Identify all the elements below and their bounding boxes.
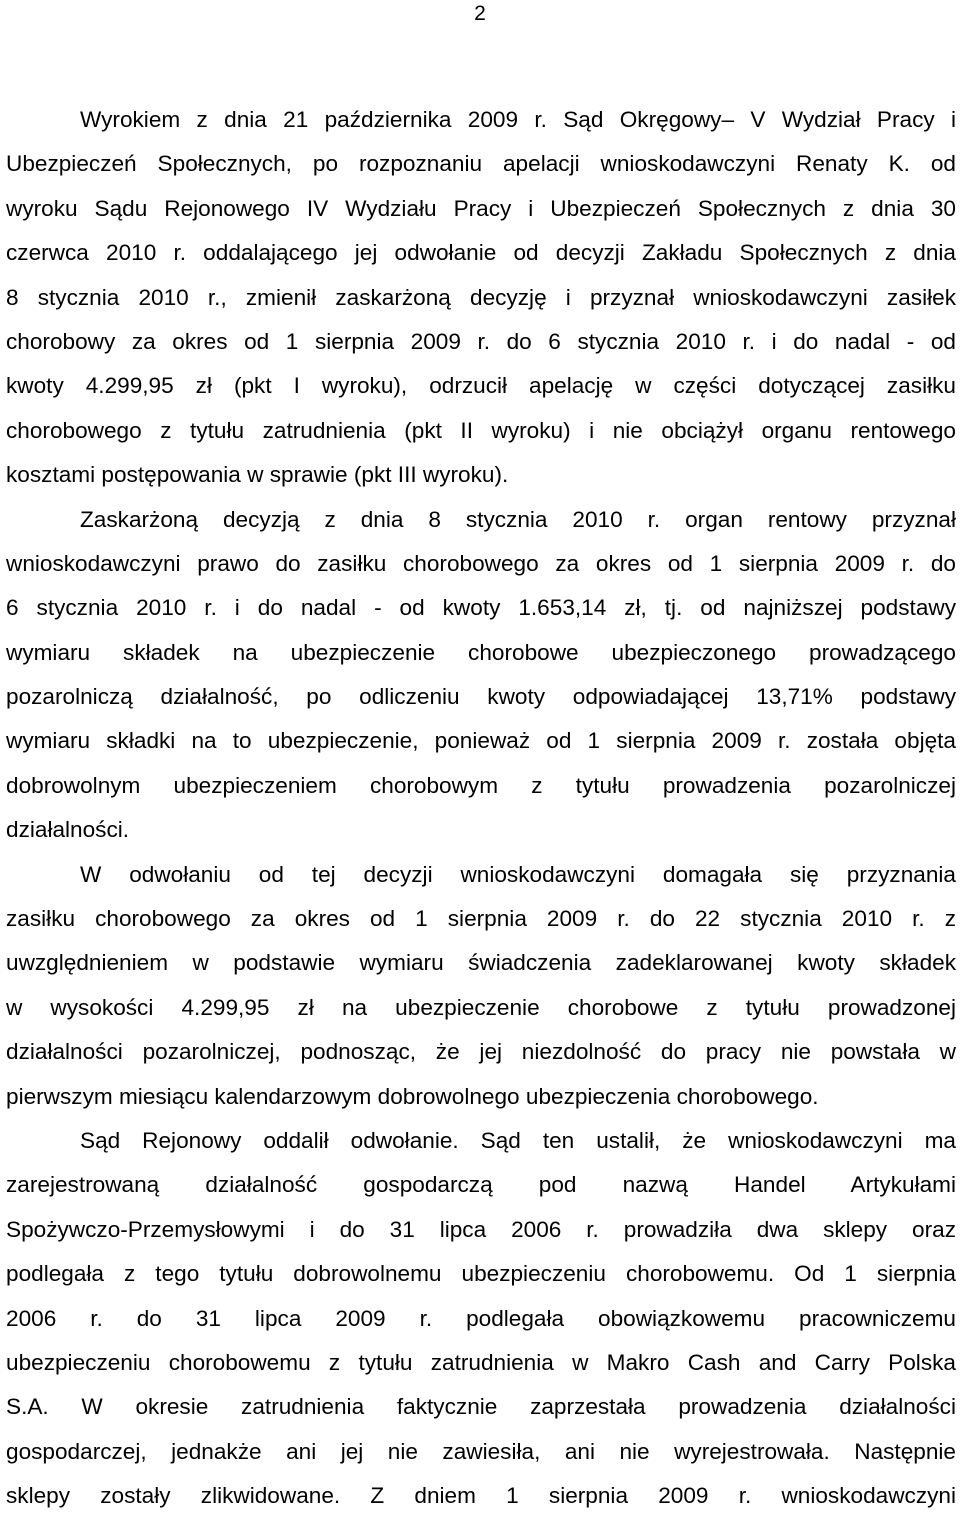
text-line: kosztami postępowania w sprawie (pkt III wyroku). [6,462,509,488]
text-line: wnioskodawczyni prawo do zasiłku chorobowego za okres od 1 sierpnia 2009 r. do [6,550,956,576]
document-body [6,98,956,1519]
paragraph [6,853,956,1119]
text-line: Wyrokiem z dnia 21 października 2009 r. Sąd Okręgowy– V Wydział Pracy i [80,107,956,132]
text-line: Ubezpieczeń Społecznych, po rozpoznaniu apelacji wnioskodawczyni Renaty K. od [6,151,956,177]
text-line: pierwszym miesiącu kalendarzowym dobrowolnego ubezpieczenia chorobowego. [6,1083,819,1109]
text-line: Zaskarżoną decyzją z dnia 8 stycznia 2010 r. organ rentowy przyznał [80,506,956,532]
text-line: pozarolniczą działalność, po odliczeniu kwoty odpowiadającej 13,71% podstawy [6,684,956,710]
text-line: zasiłku chorobowego za okres od 1 sierpnia 2009 r. do 22 stycznia 2010 r. z [6,906,956,932]
text-line: Spożywczo-Przemysłowymi i do 31 lipca 2006 r. prowadziła dwa sklepy oraz [6,1216,956,1242]
page-number: 2 [474,2,486,25]
text-line: działalności. [6,817,130,843]
text-line: wymiaru składki na to ubezpieczenie, ponieważ od 1 sierpnia 2009 r. została objęta [6,728,956,754]
text-line: 8 stycznia 2010 r., zmienił zaskarżoną decyzję i przyznał wnioskodawczyni zasiłek [6,284,956,310]
text-line: dobrowolnym ubezpieczeniem chorobowym z tytułu prowadzenia pozarolniczej [6,772,956,798]
paragraph [6,1119,956,1519]
text-line: kwoty 4.299,95 zł (pkt I wyroku), odrzucił apelację w części dotyczącej zasiłku [6,373,956,399]
text-line: 2006 r. do 31 lipca 2009 r. podlegała obowiązkowemu pracowniczemu [6,1305,956,1331]
text-line: sklepy zostały zlikwidowane. Z dniem 1 sierpnia 2009 r. wnioskodawczyni [6,1483,956,1509]
text-line: w wysokości 4.299,95 zł na ubezpieczenie chorobowe z tytułu prowadzonej [6,994,956,1020]
text-line: wymiaru składek na ubezpieczenie chorobowe ubezpieczonego prowadzącego [6,639,956,665]
text-line: uwzględnieniem w podstawie wymiaru świadczenia zadeklarowanej kwoty składek [6,950,956,976]
text-line: chorobowego z tytułu zatrudnienia (pkt II wyroku) i nie obciążył organu rentowego [6,417,956,443]
text-line: 6 stycznia 2010 r. i do nadal - od kwoty 1.653,14 zł, tj. od najniższej podstawy [6,595,956,621]
text-line: ubezpieczeniu chorobowemu z tytułu zatrudnienia w Makro Cash and Carry Polska [6,1349,956,1375]
text-line: czerwca 2010 r. oddalającego jej odwołanie od decyzji Zakładu Społecznych z dnia [6,240,956,266]
text-line: gospodarczej, jednakże ani jej nie zawiesiła, ani nie wyrejestrowała. Następnie [6,1438,956,1464]
text-line: zarejestrowaną działalność gospodarczą pod nazwą Handel Artykułami [6,1172,956,1198]
text-line: S.A. W okresie zatrudnienia faktycznie zaprzestała prowadzenia działalności [6,1394,956,1420]
text-line: działalności pozarolniczej, podnosząc, że jej niezdolność do pracy nie powstała w [6,1039,956,1065]
text-line: Sąd Rejonowy oddalił odwołanie. Sąd ten ustalił, że wnioskodawczyni ma [80,1127,956,1153]
paragraph [6,498,956,853]
text-line: W odwołaniu od tej decyzji wnioskodawczyni domagała się przyznania [80,861,956,887]
text-line: wyroku Sądu Rejonowego IV Wydziału Pracy i Ubezpieczeń Społecznych z dnia 30 [6,195,956,221]
paragraph [6,98,956,498]
text-line: chorobowy za okres od 1 sierpnia 2009 r. do 6 stycznia 2010 r. i do nadal - od [6,328,956,354]
text-line: podlegała z tego tytułu dobrowolnemu ubezpieczeniu chorobowemu. Od 1 sierpnia [6,1261,956,1287]
